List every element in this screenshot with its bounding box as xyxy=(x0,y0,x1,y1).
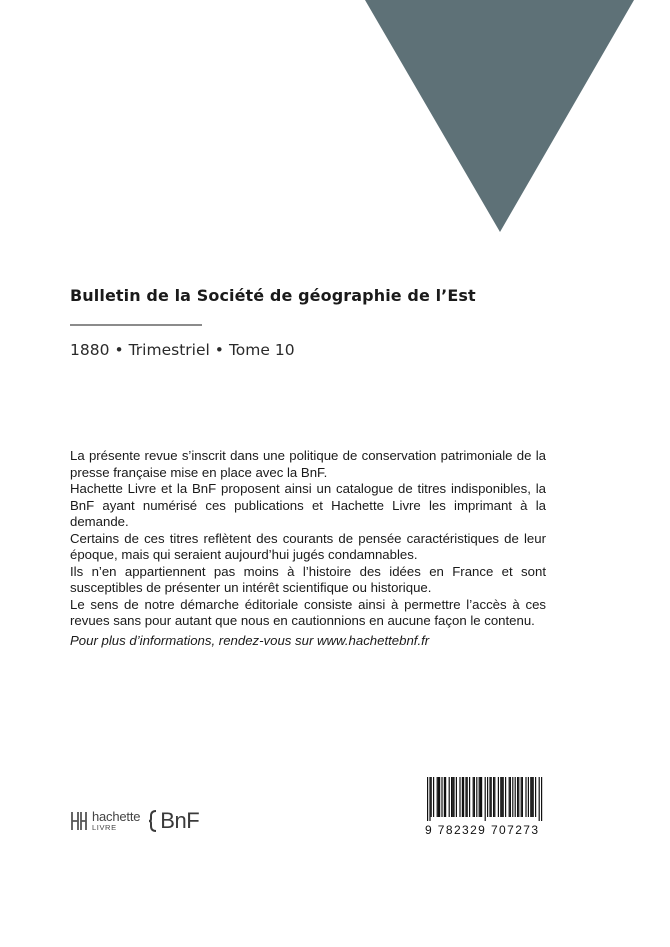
barcode-bar xyxy=(429,777,430,821)
barcode-bar xyxy=(433,777,434,817)
publication-volume: Tome 10 xyxy=(228,341,295,359)
paragraph: Certains de ces titres reflètent des courants de pensée caractéristiques de leur époque, mais qui seraient aujourd’hui jugés condamnables. xyxy=(70,530,546,562)
barcode-bar xyxy=(535,777,536,817)
barcode-bar xyxy=(427,777,428,821)
barcode-bar xyxy=(485,777,486,821)
barcode-bar xyxy=(469,777,470,817)
barcode-bar xyxy=(493,777,494,817)
decorative-triangle xyxy=(0,0,670,240)
hachette-h-icon xyxy=(70,810,88,832)
barcode-bar xyxy=(473,777,474,817)
barcode-bar xyxy=(498,777,499,817)
page-title: Bulletin de la Société de géographie de l’Est xyxy=(70,286,476,305)
hachette-name: hachette xyxy=(92,809,141,825)
barcode-bar xyxy=(517,777,518,817)
barcode-bar xyxy=(451,777,452,817)
barcode-bar xyxy=(518,777,519,817)
barcode-bar xyxy=(531,777,532,817)
barcode-bar xyxy=(453,777,454,817)
barcode-bar xyxy=(474,777,475,817)
barcode-bar xyxy=(459,777,460,817)
separator: • xyxy=(214,341,224,359)
hachette-sub: LIVRE xyxy=(92,823,117,833)
paragraph: Hachette Livre et la BnF proposent ainsi un catalogue de titres indisponibles, la BnF ayant numérisé ces publications et Hachette Livre les imprimant à la demande. xyxy=(70,481,546,529)
barcode-bar xyxy=(530,777,531,817)
disclaimer-text xyxy=(70,448,546,630)
barcode-bar xyxy=(491,777,492,817)
barcode-bar xyxy=(528,777,529,817)
barcode-bar xyxy=(452,777,453,817)
barcode xyxy=(425,777,545,821)
bnf-name: BnF xyxy=(160,808,200,833)
barcode-block xyxy=(425,777,545,837)
title-divider xyxy=(70,324,202,326)
barcode-bar xyxy=(441,777,442,817)
barcode-bar xyxy=(521,777,522,817)
barcode-bar xyxy=(449,777,450,817)
barcode-bar xyxy=(505,777,506,817)
barcode-bar xyxy=(541,777,542,821)
barcode-bar xyxy=(533,777,534,817)
barcode-bar xyxy=(487,777,488,817)
barcode-bar xyxy=(515,777,516,817)
barcode-bar xyxy=(489,777,490,817)
bnf-logo xyxy=(148,808,199,834)
hachette-logo xyxy=(70,810,140,832)
publication-year: 1880 xyxy=(70,341,110,359)
barcode-bar xyxy=(522,777,523,817)
barcode-bar xyxy=(444,777,445,817)
barcode-bar xyxy=(467,777,468,817)
barcode-bar xyxy=(439,777,440,817)
barcode-bar xyxy=(476,777,477,817)
publication-frequency: Trimestriel xyxy=(128,341,210,359)
isbn-number: 9 782329 707273 xyxy=(425,823,540,837)
paragraph: Le sens de notre démarche éditoriale consiste ainsi à permettre l’accès à ces revues sans pour autant que nous en cautionnions en aucune façon le contenu. xyxy=(70,596,546,628)
barcode-bar xyxy=(539,777,540,821)
barcode-bar xyxy=(512,777,513,817)
barcode-bar xyxy=(494,777,495,817)
barcode-bar xyxy=(437,777,438,817)
bnf-bracket-icon xyxy=(148,809,158,833)
barcode-bar xyxy=(510,777,511,817)
barcode-bar xyxy=(509,777,510,817)
barcode-bar xyxy=(465,777,466,817)
paragraph: Ils n’en appartiennent pas moins à l’histoire des idées en France et sont susceptibles de présenter un intérêt scientifique ou historique. xyxy=(70,563,546,595)
barcode-bar xyxy=(431,777,432,817)
info-line: Pour plus d’informations, rendez-vous sur www.hachettebnf.fr xyxy=(70,633,430,648)
barcode-bar xyxy=(479,777,480,817)
publisher-logos xyxy=(70,806,199,836)
barcode-bar xyxy=(456,777,457,817)
barcode-bar xyxy=(462,777,463,817)
barcode-bar xyxy=(438,777,439,817)
barcode-bar xyxy=(501,777,502,817)
barcode-bar xyxy=(481,777,482,817)
separator: • xyxy=(114,341,124,359)
paragraph: La présente revue s’inscrit dans une politique de conservation patrimoniale de la presse française mise en place avec la BnF. xyxy=(70,448,546,480)
barcode-bar xyxy=(525,777,526,817)
barcode-bar xyxy=(445,777,446,817)
barcode-bar xyxy=(480,777,481,817)
publication-details xyxy=(70,341,295,359)
barcode-bar xyxy=(500,777,501,817)
barcode-bar xyxy=(463,777,464,817)
barcode-bar xyxy=(503,777,504,817)
